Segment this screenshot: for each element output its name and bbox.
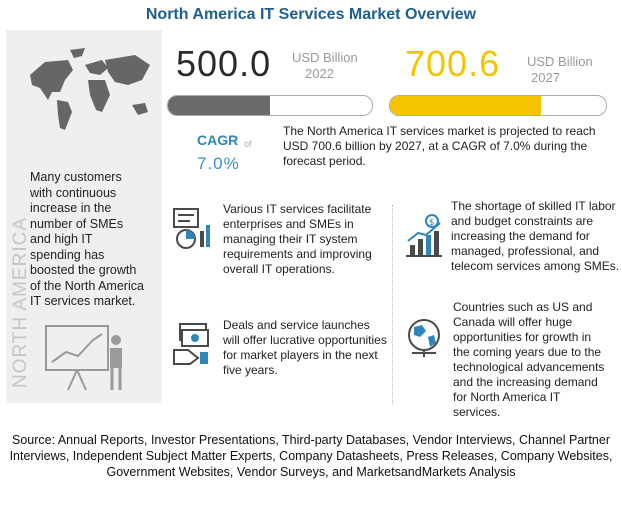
- divider: [392, 205, 393, 405]
- unit-2027: USD Billion: [527, 54, 593, 69]
- page-title: North America IT Services Market Overview: [145, 6, 477, 23]
- value-2022: 500.0: [176, 43, 272, 84]
- source-note: Source: Annual Reports, Investor Presentations, Third-party Databases, Vendor Interviews, Channel Partner Interviews, Independent Subject Matter Experts, Company Datasheets, Press Releases, Company Websites, Government Websites, Vendor Surveys, and MarketsandMarkets Analysis: [9, 433, 613, 479]
- cagr-label: CAGR: [197, 132, 239, 148]
- bar-track-2022: [167, 95, 373, 116]
- unit-2022: USD Billion: [292, 50, 358, 65]
- growth-chart-icon: [404, 213, 444, 259]
- value-2027: 700.6: [405, 43, 501, 84]
- world-map-icon: [10, 40, 155, 140]
- left-panel-text: Many customers with continuous increase in the number of SMEs and high IT spending has boosted the growth of the North America IT services market.: [30, 170, 144, 308]
- projection-text: The North America IT services market is projected to reach USD 700.6 billion by 2027, at a CAGR of 7.0% during the forecast period.: [283, 124, 596, 168]
- year-2027: 2027: [531, 70, 560, 85]
- point-text-1: Various IT services facilitate enterprises and SMEs in managing their IT system requirements and improving overall IT operations.: [223, 202, 372, 276]
- cagr-of: of: [244, 139, 252, 149]
- cagr-value: 7.0%: [197, 154, 240, 173]
- point-text-2: The shortage of skilled IT labor and budget constraints are increasing the demand for managed, professional, and telecom services among SMEs.: [451, 199, 620, 273]
- point-text-4: Countries such as US and Canada will offer huge opportunities for growth in the coming years due to the technological advancements and the increasing demand for North America IT services.: [453, 300, 605, 419]
- money-deal-icon: [170, 320, 214, 368]
- year-2022: 2022: [305, 66, 334, 81]
- bar-track-2027: [389, 95, 607, 116]
- bar-2027: [390, 96, 541, 115]
- analytics-icon: [170, 205, 214, 255]
- presentation-chart-icon: [38, 320, 133, 400]
- region-label: NORTH AMERICA: [10, 216, 31, 388]
- svg-text:$: $: [429, 218, 435, 228]
- globe-icon: [404, 315, 446, 361]
- point-text-3: Deals and service launches will offer lucrative opportunities for market players in the next five years.: [223, 318, 387, 377]
- bar-2022: [168, 96, 270, 115]
